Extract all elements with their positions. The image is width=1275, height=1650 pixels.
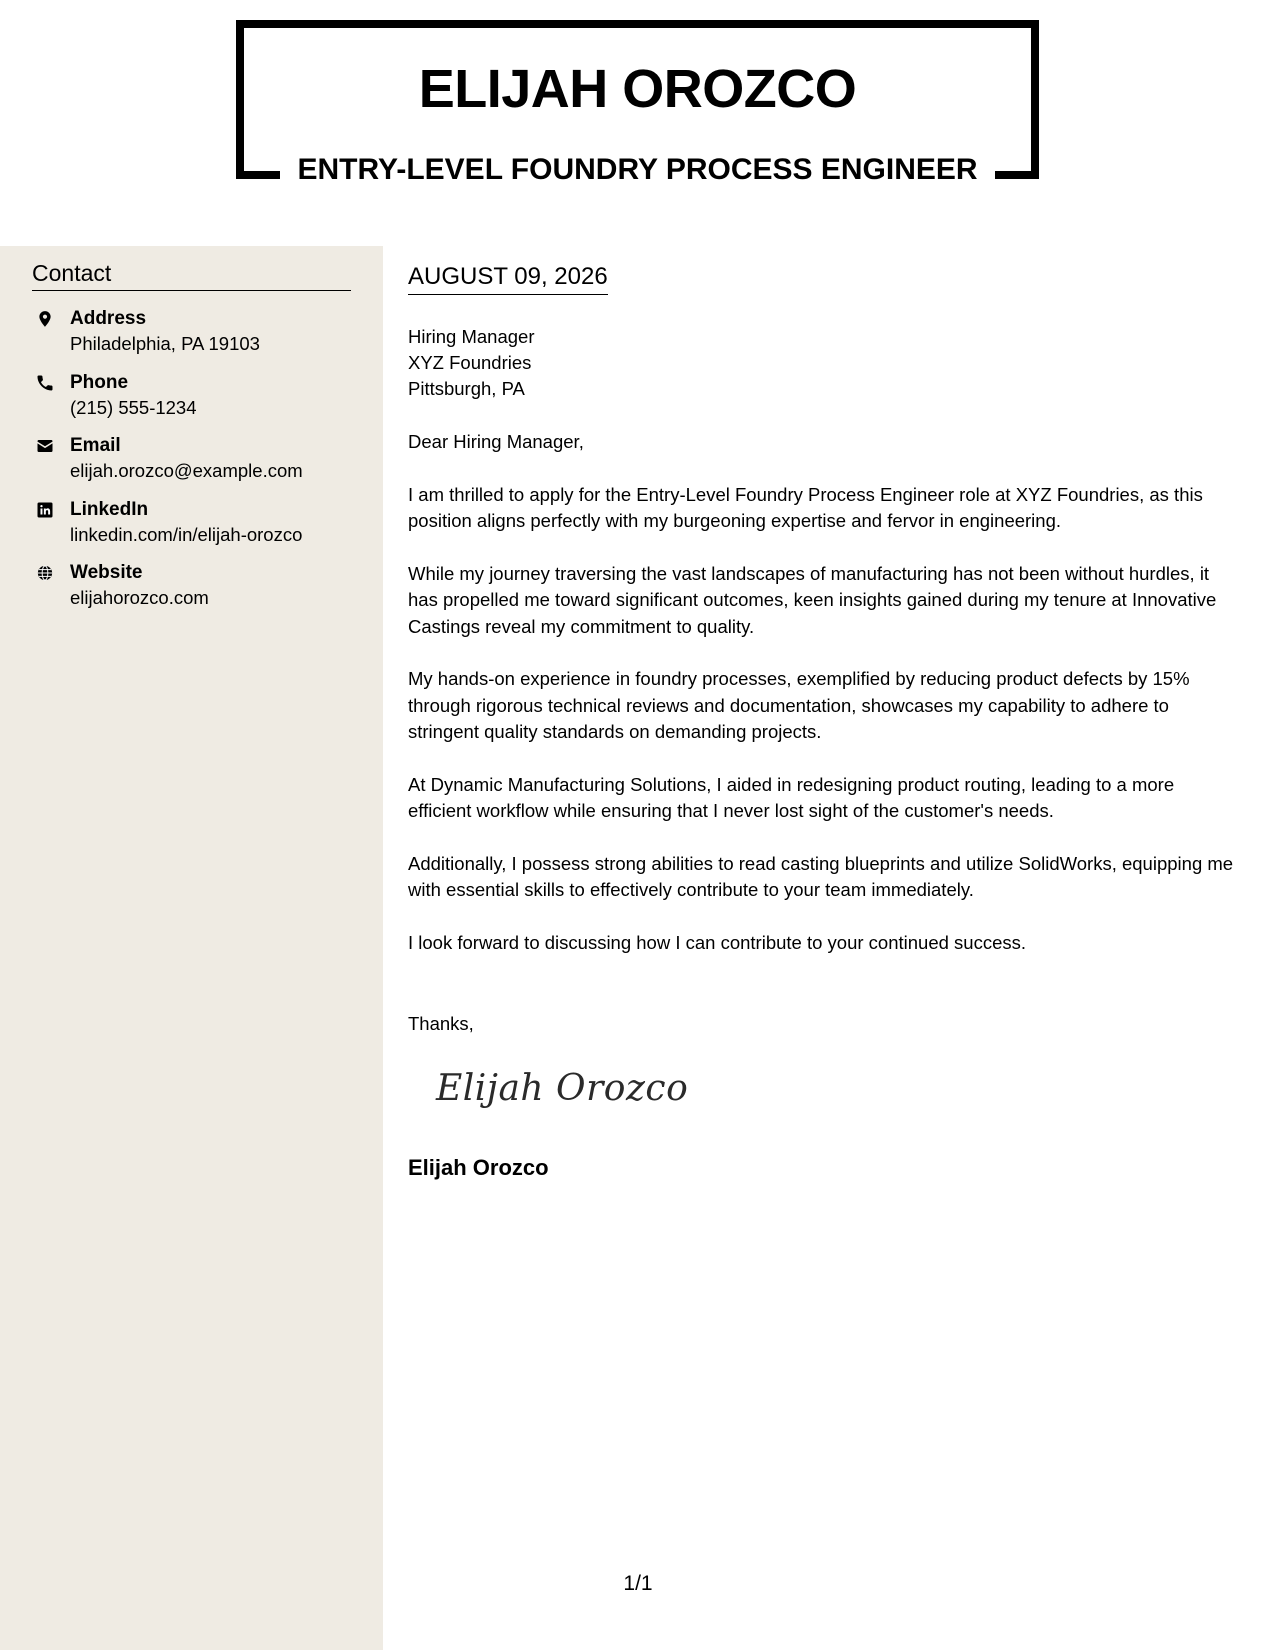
linkedin-value[interactable]: linkedin.com/in/elijah-orozco [70, 523, 303, 545]
contact-label: Website [70, 562, 143, 583]
contact-heading: Contact [32, 260, 351, 291]
contact-item-linkedin [32, 497, 362, 561]
envelope-icon [36, 437, 54, 455]
header [0, 0, 1275, 246]
phone-icon [36, 374, 54, 392]
email-value: elijah.orozco@example.com [70, 460, 303, 481]
letter-date: AUGUST 09, 2026 [408, 263, 608, 295]
map-pin-icon [36, 310, 54, 328]
applicant-name: ELIJAH OROZCO [418, 59, 857, 119]
contact-label: Phone [70, 371, 129, 393]
recipient-block [408, 324, 534, 402]
handwritten-signature: Elijah Orozco [436, 1068, 689, 1109]
recipient-line: XYZ Foundries [408, 352, 532, 373]
contact-item-address [32, 306, 362, 370]
contact-item-email [32, 433, 362, 497]
letter-body [408, 429, 1238, 982]
body-paragraph: At Dynamic Manufacturing Solutions, I aided in redesigning product routing, leading to a more efficient workflow while ensuring that I never lost sight of the customer's needs. [408, 773, 1175, 821]
closing: Thanks, [408, 1013, 474, 1034]
contact-label: Email [70, 435, 121, 456]
contact-item-website [32, 560, 362, 624]
body-paragraph: My hands-on experience in foundry processes, exemplified by reducing product defects by 15% through rigorous technical reviews and documentation, showcases my capability to adhere to stringent quality standards on demanding projects. [408, 668, 1190, 742]
address-value: Philadelphia, PA 19103 [70, 333, 260, 354]
contact-label: Address [70, 308, 147, 329]
globe-icon [36, 564, 54, 582]
body-paragraph: While my journey traversing the vast landscapes of manufacturing has not been without hurdles, it has propelled me toward significant outcomes, keen insights gained during my tenure at Innovative Castings reveal my commitment to quality. [408, 562, 1217, 637]
contact-label: LinkedIn [70, 498, 149, 520]
salutation: Dear Hiring Manager, [408, 431, 584, 452]
job-title: ENTRY-LEVEL FOUNDRY PROCESS ENGINEER [297, 153, 978, 186]
linkedin-icon [36, 501, 54, 519]
phone-value: (215) 555-1234 [70, 396, 197, 418]
website-value[interactable]: elijahorozco.com [70, 587, 209, 608]
contact-list [32, 306, 362, 624]
signer-name: Elijah Orozco [408, 1155, 549, 1180]
page-number: 1/1 [623, 1572, 653, 1595]
body-paragraph: I look forward to discussing how I can contribute to your continued success. [408, 931, 1027, 953]
body-paragraph: Additionally, I possess strong abilities to read casting blueprints and utilize SolidWorks, equipping me with essential skills to effectively contribute to your team immediately. [408, 852, 1234, 900]
contact-sidebar [0, 246, 383, 1650]
body-paragraph: I am thrilled to apply for the Entry-Level Foundry Process Engineer role at XYZ Foundries, as this position aligns perfectly with my burgeoning expertise and fervor in engineering. [408, 483, 1203, 531]
recipient-line: Pittsburgh, PA [408, 378, 525, 399]
recipient-line: Hiring Manager [408, 326, 535, 347]
contact-item-phone [32, 370, 362, 434]
